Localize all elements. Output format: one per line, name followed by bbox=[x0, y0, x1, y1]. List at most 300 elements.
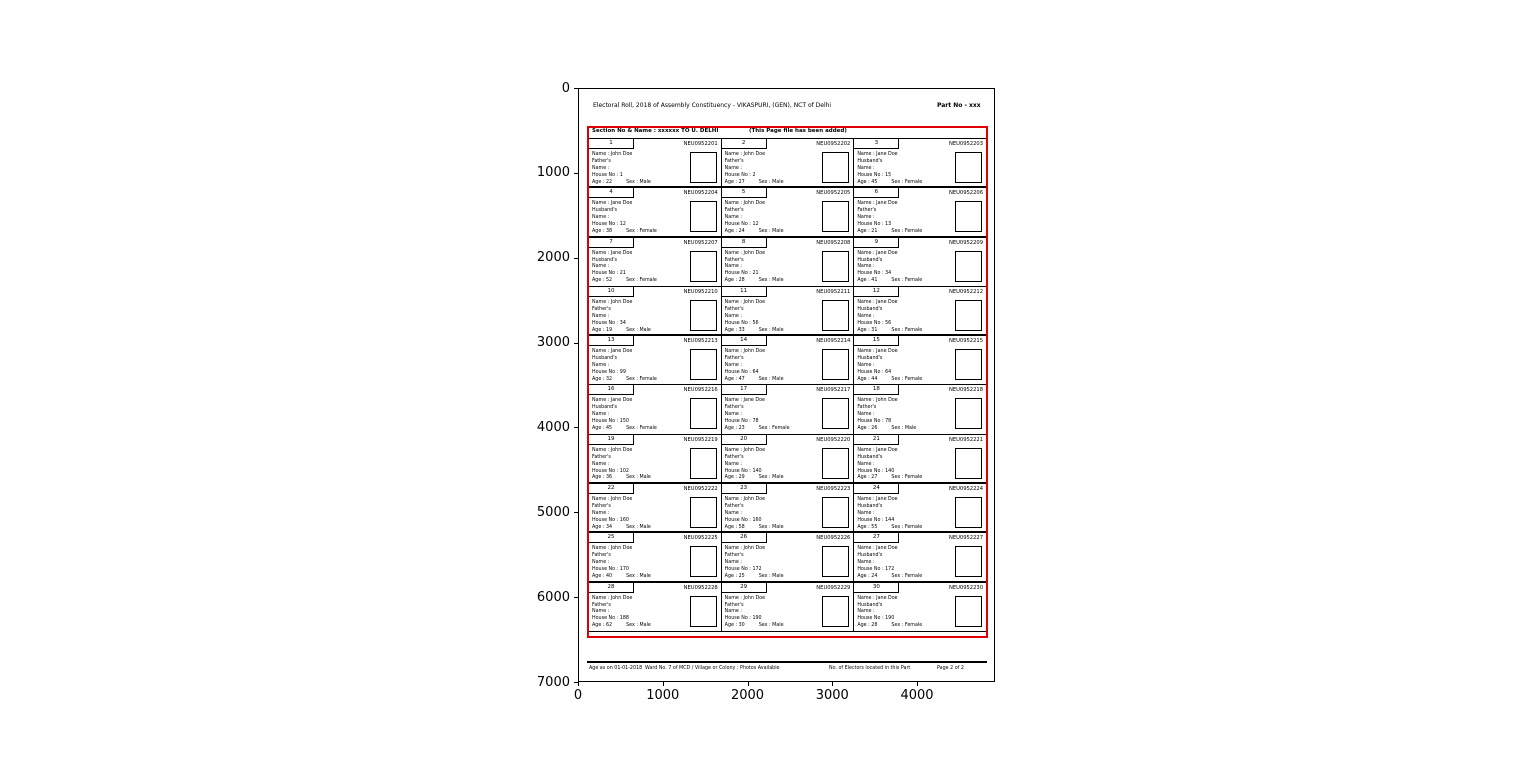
voter-table-row bbox=[589, 287, 986, 336]
age-sex-line: Age : 27 Sex : Male bbox=[724, 179, 784, 185]
voter-details bbox=[592, 398, 657, 433]
relation-line: Father's bbox=[592, 553, 611, 559]
age-sex-line: Age : 58 Sex : Male bbox=[724, 524, 784, 530]
y-axis-tick-label: 3000 bbox=[536, 335, 570, 351]
serial-number: 18 bbox=[872, 386, 880, 393]
y-axis-tick-label: 7000 bbox=[536, 674, 570, 690]
voter-card bbox=[722, 139, 855, 186]
voter-card bbox=[722, 336, 855, 384]
serial-number-box bbox=[722, 435, 767, 445]
relation-name-label: Name : bbox=[724, 412, 742, 418]
voter-card bbox=[722, 385, 855, 433]
age-sex-line: Age : 34 Sex : Male bbox=[592, 524, 651, 530]
voter-details bbox=[857, 497, 922, 531]
name-line: Name : Jane Doe bbox=[592, 250, 633, 256]
y-axis-tick-mark bbox=[574, 427, 578, 428]
house-line: House No : 160 bbox=[592, 517, 629, 523]
serial-number-box bbox=[589, 287, 634, 297]
voter-card bbox=[722, 287, 855, 334]
y-axis-tick-label: 0 bbox=[561, 80, 570, 96]
house-line: House No : 140 bbox=[857, 468, 895, 474]
epic-number: NEU0952201 bbox=[683, 141, 718, 147]
epic-number: NEU0952216 bbox=[683, 387, 718, 394]
house-line: House No : 56 bbox=[724, 320, 759, 326]
relation-name-label: Name : bbox=[857, 461, 875, 467]
serial-number-box bbox=[854, 435, 899, 445]
footer-page-number: Page 2 of 2 bbox=[937, 666, 964, 671]
house-line: House No : 160 bbox=[724, 517, 762, 523]
serial-number-box bbox=[854, 287, 899, 297]
voter-details bbox=[592, 497, 651, 531]
name-line: Name : Jane Doe bbox=[592, 349, 633, 355]
photo-placeholder bbox=[955, 546, 982, 577]
serial-number-box bbox=[854, 484, 899, 494]
name-line: Name : John Doe bbox=[724, 250, 766, 256]
photo-placeholder bbox=[690, 201, 717, 232]
serial-number-box bbox=[722, 287, 767, 297]
voter-table-row bbox=[589, 583, 986, 632]
voter-details bbox=[592, 152, 651, 186]
name-line: Name : Jane Doe bbox=[592, 201, 633, 207]
age-sex-line: Age : 31 Sex : Female bbox=[857, 327, 923, 333]
age-sex-line: Age : 19 Sex : Male bbox=[592, 327, 651, 333]
serial-number-box bbox=[589, 583, 634, 593]
house-line: House No : 188 bbox=[592, 616, 629, 622]
relation-name-label: Name : bbox=[592, 363, 610, 368]
epic-number: NEU0952228 bbox=[683, 584, 718, 591]
serial-number-box bbox=[589, 435, 634, 445]
photo-placeholder bbox=[690, 398, 717, 429]
name-line: Name : John Doe bbox=[724, 595, 766, 601]
page-added-note: (This Page file has been added) bbox=[749, 128, 847, 134]
voter-table-row bbox=[589, 385, 986, 434]
name-line: Name : John Doe bbox=[592, 152, 633, 157]
house-line: House No : 140 bbox=[724, 468, 762, 474]
house-line: House No : 21 bbox=[724, 271, 759, 277]
age-sex-line: Age : 62 Sex : Male bbox=[592, 623, 651, 629]
photo-placeholder bbox=[822, 201, 849, 232]
voter-card bbox=[854, 139, 986, 186]
photo-placeholder bbox=[690, 596, 717, 627]
voter-card bbox=[722, 583, 855, 631]
serial-number-box bbox=[722, 533, 767, 543]
footer-ward-info: Ward No. 7 of MCD / Village or Colony : Photos Available bbox=[645, 666, 780, 671]
relation-name-label: Name : bbox=[592, 609, 610, 615]
y-axis-tick-mark bbox=[574, 258, 578, 259]
age-sex-line: Age : 52 Sex : Female bbox=[592, 278, 657, 284]
relation-name-label: Name : bbox=[857, 510, 875, 516]
photo-placeholder bbox=[822, 300, 849, 331]
relation-name-label: Name : bbox=[724, 215, 742, 221]
photo-placeholder bbox=[822, 497, 849, 528]
epic-number: NEU0952210 bbox=[683, 288, 718, 295]
house-line: House No : 56 bbox=[857, 320, 892, 326]
relation-name-label: Name : bbox=[857, 609, 875, 615]
epic-number: NEU0952215 bbox=[948, 338, 984, 345]
serial-number: 16 bbox=[607, 386, 615, 393]
voter-details bbox=[857, 398, 916, 433]
serial-number: 17 bbox=[740, 386, 748, 393]
relation-name-label: Name : bbox=[857, 215, 875, 221]
photo-placeholder bbox=[690, 497, 717, 528]
house-line: House No : 78 bbox=[857, 419, 892, 425]
y-axis-tick-mark bbox=[574, 343, 578, 344]
name-line: Name : Jane Doe bbox=[724, 398, 765, 404]
relation-line: Father's bbox=[857, 208, 877, 214]
epic-number: NEU0952207 bbox=[683, 239, 718, 246]
voter-details bbox=[857, 448, 922, 482]
name-line: Name : John Doe bbox=[724, 447, 766, 453]
voter-details bbox=[592, 251, 657, 286]
house-line: House No : 190 bbox=[724, 616, 762, 622]
epic-number: NEU0952220 bbox=[816, 436, 851, 443]
serial-number-box bbox=[589, 238, 634, 248]
house-line: House No : 78 bbox=[724, 419, 759, 425]
x-axis-tick-label: 4000 bbox=[900, 688, 934, 703]
relation-line: Father's bbox=[857, 405, 877, 411]
serial-number: 19 bbox=[607, 435, 615, 442]
photo-placeholder bbox=[822, 349, 849, 380]
voter-table-row bbox=[589, 484, 986, 533]
part-number-label: Part No - xxx bbox=[937, 102, 981, 109]
relation-line: Father's bbox=[724, 356, 744, 362]
age-sex-line: Age : 45 Sex : Female bbox=[857, 179, 923, 185]
name-line: Name : Jane Doe bbox=[857, 595, 898, 601]
document-header-title: Electoral Roll, 2018 of Assembly Constituency - VIKASPURI, (GEN), NCT of Delhi bbox=[593, 102, 832, 109]
age-sex-line: Age : 24 Sex : Female bbox=[857, 574, 923, 579]
age-sex-line: Age : 40 Sex : Male bbox=[592, 574, 651, 579]
x-axis-tick-label: 0 bbox=[573, 688, 583, 703]
serial-number: 13 bbox=[607, 337, 615, 344]
voter-card bbox=[589, 385, 722, 433]
serial-number: 29 bbox=[740, 583, 748, 590]
photo-placeholder bbox=[955, 201, 982, 232]
photo-placeholder bbox=[690, 152, 717, 183]
epic-number: NEU0952219 bbox=[683, 436, 718, 443]
age-sex-line: Age : 28 Sex : Male bbox=[724, 278, 784, 284]
house-line: House No : 172 bbox=[857, 567, 895, 573]
serial-number: 1 bbox=[609, 140, 613, 146]
name-line: Name : Jane Doe bbox=[857, 349, 898, 355]
relation-name-label: Name : bbox=[592, 461, 610, 467]
house-line: House No : 64 bbox=[857, 369, 892, 375]
serial-number-box bbox=[722, 139, 767, 149]
name-line: Name : Jane Doe bbox=[857, 497, 898, 503]
serial-number-box bbox=[722, 238, 767, 248]
voter-card bbox=[854, 336, 986, 384]
voter-details bbox=[725, 300, 784, 334]
serial-number-box bbox=[722, 583, 767, 593]
voter-table-row bbox=[589, 188, 986, 237]
serial-number-box bbox=[722, 484, 767, 494]
house-line: House No : 102 bbox=[592, 468, 629, 474]
epic-number: NEU0952223 bbox=[816, 486, 851, 493]
photo-placeholder bbox=[690, 546, 717, 577]
relation-name-label: Name : bbox=[724, 609, 742, 615]
relation-line: Husband's bbox=[592, 208, 618, 214]
serial-number: 28 bbox=[607, 583, 615, 590]
serial-number-box bbox=[589, 336, 634, 346]
photo-placeholder bbox=[955, 596, 982, 627]
voter-details bbox=[725, 349, 784, 384]
voter-details bbox=[857, 300, 922, 334]
age-sex-line: Age : 24 Sex : Male bbox=[724, 228, 784, 234]
voter-card bbox=[854, 385, 986, 433]
voter-details bbox=[725, 251, 784, 286]
name-line: Name : John Doe bbox=[592, 299, 633, 305]
serial-number: 14 bbox=[740, 337, 748, 344]
name-line: Name : Jane Doe bbox=[857, 250, 898, 256]
y-axis-tick-label: 4000 bbox=[536, 419, 570, 435]
serial-number: 6 bbox=[874, 189, 879, 196]
relation-name-label: Name : bbox=[857, 412, 875, 418]
name-line: Name : John Doe bbox=[724, 152, 766, 157]
epic-number: NEU0952222 bbox=[683, 486, 718, 493]
y-axis-tick-label: 2000 bbox=[536, 250, 570, 266]
relation-line: Father's bbox=[724, 503, 744, 509]
relation-line: Husband's bbox=[857, 602, 883, 608]
relation-name-label: Name : bbox=[724, 363, 742, 368]
photo-placeholder bbox=[955, 497, 982, 528]
serial-number: 3 bbox=[874, 140, 879, 146]
name-line: Name : Jane Doe bbox=[857, 201, 898, 207]
relation-line: Father's bbox=[592, 503, 611, 509]
voter-card bbox=[854, 484, 986, 531]
voter-card bbox=[589, 287, 722, 334]
voter-card bbox=[854, 533, 986, 580]
relation-name-label: Name : bbox=[724, 165, 742, 171]
relation-line: Father's bbox=[724, 257, 744, 263]
serial-number: 9 bbox=[874, 238, 879, 245]
photo-placeholder bbox=[690, 251, 717, 282]
voter-card bbox=[854, 435, 986, 482]
relation-line: Husband's bbox=[857, 158, 883, 164]
x-axis-tick-label: 2000 bbox=[730, 688, 765, 703]
voter-details bbox=[725, 201, 784, 235]
voter-details bbox=[857, 251, 922, 286]
serial-number: 20 bbox=[740, 435, 748, 442]
name-line: Name : John Doe bbox=[592, 546, 633, 552]
voter-details bbox=[725, 398, 790, 433]
serial-number: 25 bbox=[607, 534, 615, 541]
serial-number: 4 bbox=[609, 189, 613, 196]
age-sex-line: Age : 36 Sex : Male bbox=[592, 475, 651, 481]
photo-placeholder bbox=[955, 300, 982, 331]
name-line: Name : John Doe bbox=[724, 546, 766, 552]
voter-table-row bbox=[589, 533, 986, 582]
relation-line: Husband's bbox=[857, 306, 883, 312]
voter-card bbox=[722, 238, 855, 286]
epic-number: NEU0952230 bbox=[948, 584, 984, 591]
voter-details bbox=[725, 152, 784, 186]
house-line: House No : 150 bbox=[592, 419, 629, 425]
serial-number-box bbox=[589, 139, 634, 149]
house-line: House No : 170 bbox=[592, 567, 629, 573]
y-axis-tick-mark bbox=[574, 512, 578, 513]
y-axis-tick-mark bbox=[574, 597, 578, 598]
relation-name-label: Name : bbox=[724, 313, 742, 319]
relation-name-label: Name : bbox=[592, 215, 610, 221]
epic-number: NEU0952225 bbox=[683, 535, 718, 542]
photo-placeholder bbox=[955, 152, 982, 183]
serial-number: 8 bbox=[741, 238, 746, 245]
voter-card bbox=[722, 435, 855, 482]
relation-name-label: Name : bbox=[857, 313, 875, 319]
name-line: Name : Jane Doe bbox=[857, 546, 898, 552]
serial-number-box bbox=[589, 188, 634, 198]
relation-name-label: Name : bbox=[592, 412, 610, 418]
relation-name-label: Name : bbox=[857, 165, 875, 171]
serial-number: 2 bbox=[741, 140, 746, 146]
serial-number-box bbox=[854, 385, 899, 395]
epic-number: NEU0952217 bbox=[816, 387, 851, 394]
photo-placeholder bbox=[822, 398, 849, 429]
relation-name-label: Name : bbox=[724, 510, 742, 516]
x-axis-tick-mark bbox=[578, 682, 579, 686]
relation-line: Husband's bbox=[857, 553, 883, 559]
voter-details bbox=[592, 546, 651, 580]
serial-number: 24 bbox=[872, 485, 880, 492]
relation-line: Husband's bbox=[592, 356, 618, 362]
serial-number: 15 bbox=[872, 337, 880, 344]
voter-details bbox=[725, 448, 784, 482]
voter-details bbox=[725, 497, 784, 531]
name-line: Name : Jane Doe bbox=[592, 398, 633, 404]
serial-number: 12 bbox=[872, 287, 880, 294]
serial-number: 10 bbox=[607, 287, 615, 294]
y-axis-tick-mark bbox=[574, 88, 578, 89]
relation-name-label: Name : bbox=[592, 510, 610, 516]
relation-line: Husband's bbox=[857, 257, 883, 263]
serial-number-box bbox=[589, 385, 634, 395]
name-line: Name : John Doe bbox=[724, 201, 766, 207]
photo-placeholder bbox=[955, 349, 982, 380]
voter-card bbox=[589, 336, 722, 384]
epic-number: NEU0952211 bbox=[816, 288, 851, 295]
age-sex-line: Age : 23 Sex : Female bbox=[724, 426, 790, 432]
voter-card bbox=[589, 533, 722, 580]
epic-number: NEU0952205 bbox=[816, 190, 851, 197]
y-axis-tick-label: 1000 bbox=[536, 165, 570, 181]
voter-table-row bbox=[589, 435, 986, 484]
epic-number: NEU0952221 bbox=[948, 436, 984, 443]
relation-line: Father's bbox=[592, 602, 611, 608]
voter-card bbox=[589, 238, 722, 286]
epic-number: NEU0952214 bbox=[816, 338, 851, 345]
serial-number: 30 bbox=[872, 583, 880, 590]
photo-placeholder bbox=[822, 152, 849, 183]
y-axis-tick-mark bbox=[574, 173, 578, 174]
serial-number: 7 bbox=[609, 238, 613, 245]
name-line: Name : Jane Doe bbox=[857, 152, 898, 157]
x-axis-tick-label: 1000 bbox=[646, 688, 680, 703]
serial-number-box bbox=[854, 336, 899, 346]
relation-name-label: Name : bbox=[724, 264, 742, 270]
voter-details bbox=[592, 201, 657, 235]
epic-number: NEU0952204 bbox=[683, 190, 718, 197]
relation-line: Father's bbox=[592, 158, 611, 164]
photo-placeholder bbox=[822, 546, 849, 577]
photo-placeholder bbox=[822, 251, 849, 282]
serial-number: 27 bbox=[872, 534, 880, 541]
footer-age-as-on: Age as on 01-01-2018 bbox=[589, 666, 643, 671]
epic-number: NEU0952203 bbox=[948, 141, 984, 147]
house-line: House No : 34 bbox=[857, 271, 892, 277]
relation-line: Father's bbox=[724, 158, 744, 164]
age-sex-line: Age : 47 Sex : Male bbox=[724, 376, 784, 382]
footer-divider bbox=[587, 661, 987, 663]
serial-number-box bbox=[722, 385, 767, 395]
house-line: House No : 15 bbox=[857, 172, 892, 178]
voter-table-row bbox=[589, 238, 986, 287]
voter-card bbox=[589, 139, 722, 186]
voter-details bbox=[857, 596, 922, 631]
name-line: Name : John Doe bbox=[592, 497, 633, 503]
voter-details bbox=[592, 349, 657, 384]
voter-card bbox=[854, 238, 986, 286]
serial-number: 23 bbox=[740, 485, 748, 492]
age-sex-line: Age : 41 Sex : Female bbox=[857, 278, 923, 284]
relation-line: Husband's bbox=[857, 356, 883, 362]
house-line: House No : 172 bbox=[724, 567, 762, 573]
relation-name-label: Name : bbox=[592, 264, 610, 270]
epic-number: NEU0952227 bbox=[948, 535, 984, 542]
section-no-name-label: Section No & Name : xxxxxx TO U. DELHI bbox=[592, 128, 719, 134]
epic-number: NEU0952224 bbox=[948, 486, 984, 493]
epic-number: NEU0952213 bbox=[683, 338, 718, 345]
epic-number: NEU0952206 bbox=[948, 190, 984, 197]
photo-placeholder bbox=[822, 596, 849, 627]
photo-placeholder bbox=[690, 448, 717, 479]
serial-number: 5 bbox=[741, 189, 746, 196]
house-line: House No : 13 bbox=[857, 222, 892, 228]
name-line: Name : John Doe bbox=[857, 398, 898, 404]
house-line: House No : 190 bbox=[857, 616, 895, 622]
name-line: Name : John Doe bbox=[724, 497, 766, 503]
voter-card bbox=[589, 435, 722, 482]
voter-card bbox=[722, 188, 855, 235]
x-axis-tick-mark bbox=[917, 682, 918, 686]
x-axis-tick-mark bbox=[832, 682, 833, 686]
y-axis-tick-label: 5000 bbox=[536, 504, 570, 520]
epic-number: NEU0952212 bbox=[948, 288, 984, 295]
serial-number: 22 bbox=[607, 485, 615, 492]
serial-number-box bbox=[589, 533, 634, 543]
age-sex-line: Age : 29 Sex : Male bbox=[724, 475, 784, 481]
serial-number-box bbox=[854, 238, 899, 248]
name-line: Name : Jane Doe bbox=[857, 447, 898, 453]
epic-number: NEU0952229 bbox=[816, 584, 851, 591]
name-line: Name : John Doe bbox=[592, 447, 633, 453]
name-line: Name : John Doe bbox=[724, 349, 766, 355]
voter-details bbox=[725, 596, 784, 631]
relation-line: Husband's bbox=[592, 257, 618, 263]
age-sex-line: Age : 21 Sex : Female bbox=[857, 228, 923, 234]
age-sex-line: Age : 55 Sex : Female bbox=[857, 524, 923, 530]
serial-number-box bbox=[722, 188, 767, 198]
x-axis-tick-mark bbox=[748, 682, 749, 686]
voter-details bbox=[857, 546, 922, 580]
serial-number: 26 bbox=[740, 534, 748, 541]
relation-name-label: Name : bbox=[592, 165, 610, 171]
serial-number-box bbox=[854, 583, 899, 593]
x-axis-tick-label: 3000 bbox=[815, 688, 849, 703]
age-sex-line: Age : 38 Sex : Female bbox=[592, 228, 657, 234]
relation-name-label: Name : bbox=[857, 264, 875, 270]
relation-line: Father's bbox=[592, 306, 611, 312]
age-sex-line: Age : 28 Sex : Female bbox=[857, 623, 923, 629]
age-sex-line: Age : 22 Sex : Male bbox=[592, 179, 651, 185]
